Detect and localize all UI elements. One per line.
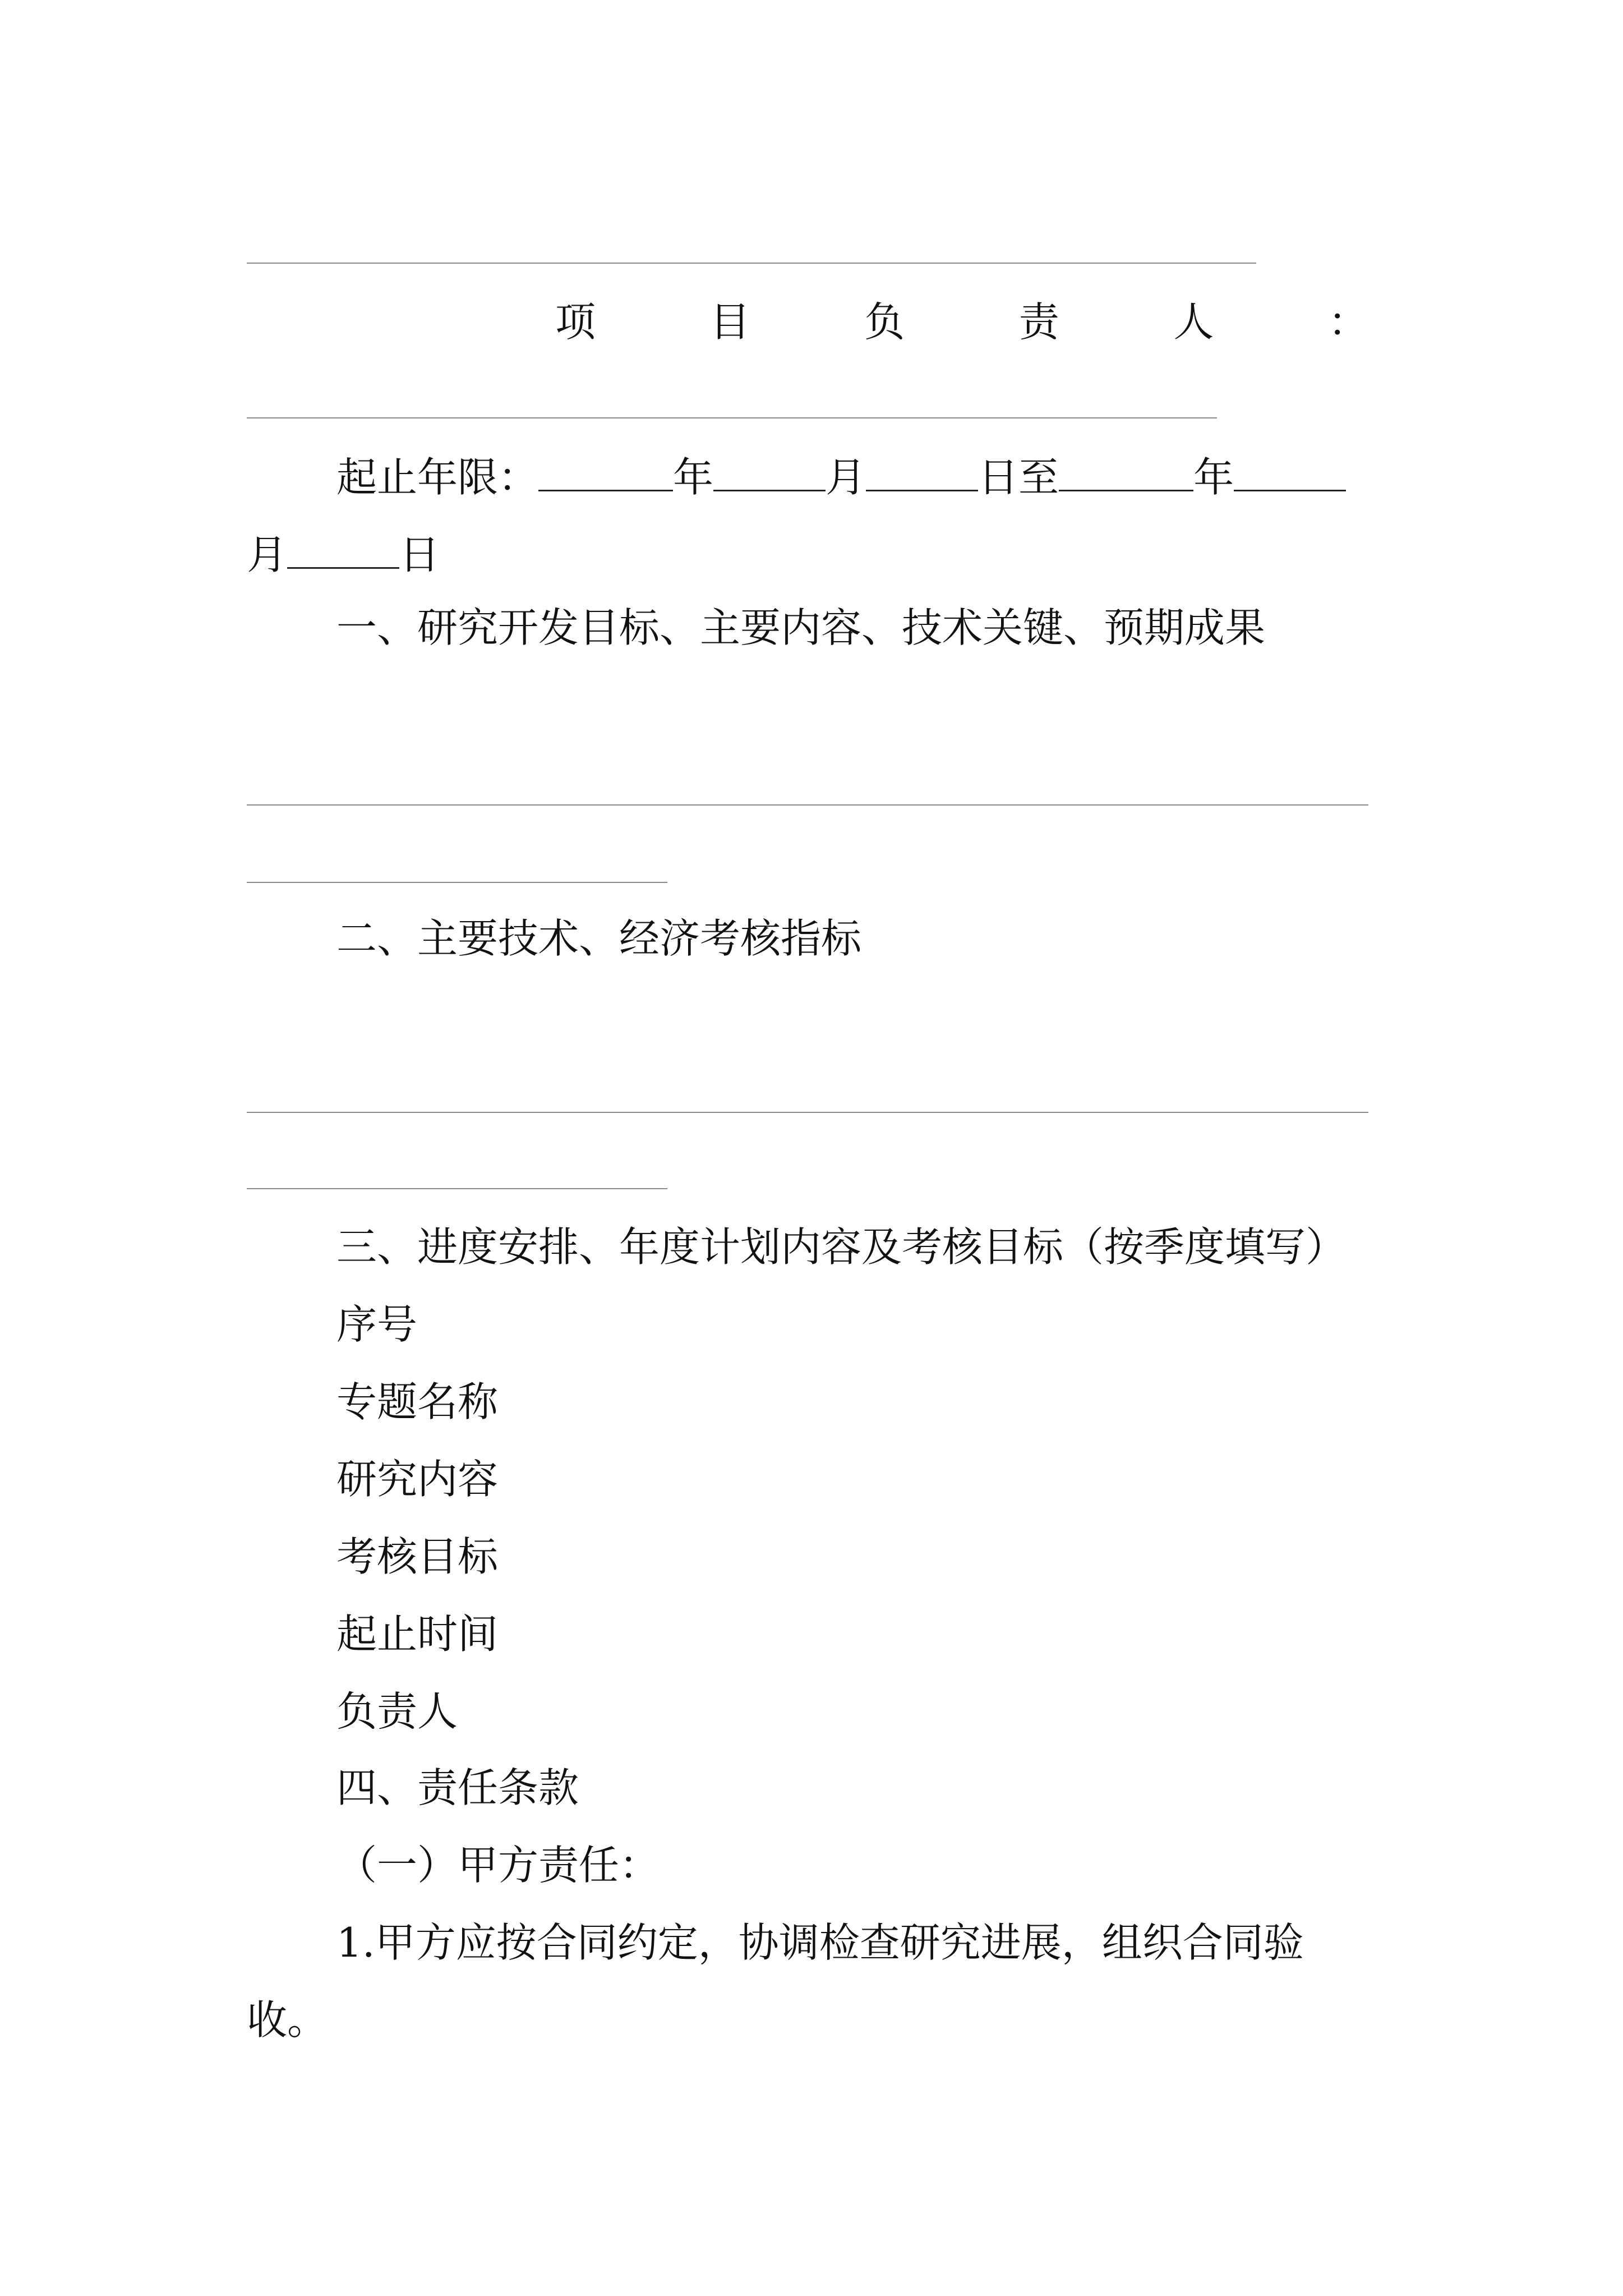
- fill-line: [247, 882, 667, 883]
- end-day-blank[interactable]: [287, 535, 399, 569]
- section-heading: 三、进度安排、年度计划内容及考核目标（按季度填写）: [336, 1223, 1347, 1271]
- clause-item: 1.甲方应按合同约定，协调检查研究进展，组织合同验: [336, 1919, 1304, 1966]
- table-field: 研究内容: [336, 1456, 499, 1503]
- char: 责: [1018, 298, 1059, 346]
- fill-line: [247, 263, 1256, 264]
- section-heading: 四、责任条款: [336, 1764, 579, 1811]
- day-blank[interactable]: [866, 457, 978, 491]
- section-heading: 二、主要技术、经济考核指标: [336, 915, 862, 962]
- char: 人: [1173, 298, 1214, 346]
- table-field: 考核目标: [336, 1533, 499, 1580]
- day-to-unit: 日至: [978, 454, 1059, 501]
- project-leader-label: [555, 295, 1368, 349]
- month-blank[interactable]: [713, 457, 826, 491]
- table-field: 专题名称: [336, 1378, 499, 1425]
- end-day-unit: 日: [399, 531, 440, 578]
- fill-line: [247, 417, 1217, 418]
- table-field: 序号: [336, 1301, 418, 1348]
- end-year-unit: 年: [1193, 454, 1234, 501]
- section-heading: 一、研究开发目标、主要内容、技术关键、预期成果: [336, 604, 1266, 651]
- table-field: 负责人: [336, 1688, 458, 1735]
- char: ：: [1327, 298, 1368, 346]
- period-label: 起止年限：: [336, 454, 539, 501]
- subsection-heading: （一）甲方责任：: [336, 1842, 660, 1889]
- year-blank[interactable]: [538, 457, 673, 491]
- char: 负: [864, 298, 905, 346]
- char: 项: [555, 298, 596, 346]
- fill-line: [247, 1112, 1368, 1113]
- fill-line: [247, 804, 1368, 806]
- table-field: 起止时间: [336, 1611, 499, 1658]
- period-line: [336, 452, 1346, 503]
- char: 目: [709, 298, 750, 346]
- fill-line: [247, 1188, 667, 1189]
- period-line-continued: [247, 530, 440, 580]
- end-month-blank[interactable]: [1234, 457, 1346, 491]
- clause-item-continued: 收。: [247, 1996, 328, 2044]
- month-unit: 月: [826, 454, 866, 501]
- year-unit: 年: [673, 454, 714, 501]
- end-month-unit: 月: [247, 531, 288, 578]
- end-year-blank[interactable]: [1059, 457, 1193, 491]
